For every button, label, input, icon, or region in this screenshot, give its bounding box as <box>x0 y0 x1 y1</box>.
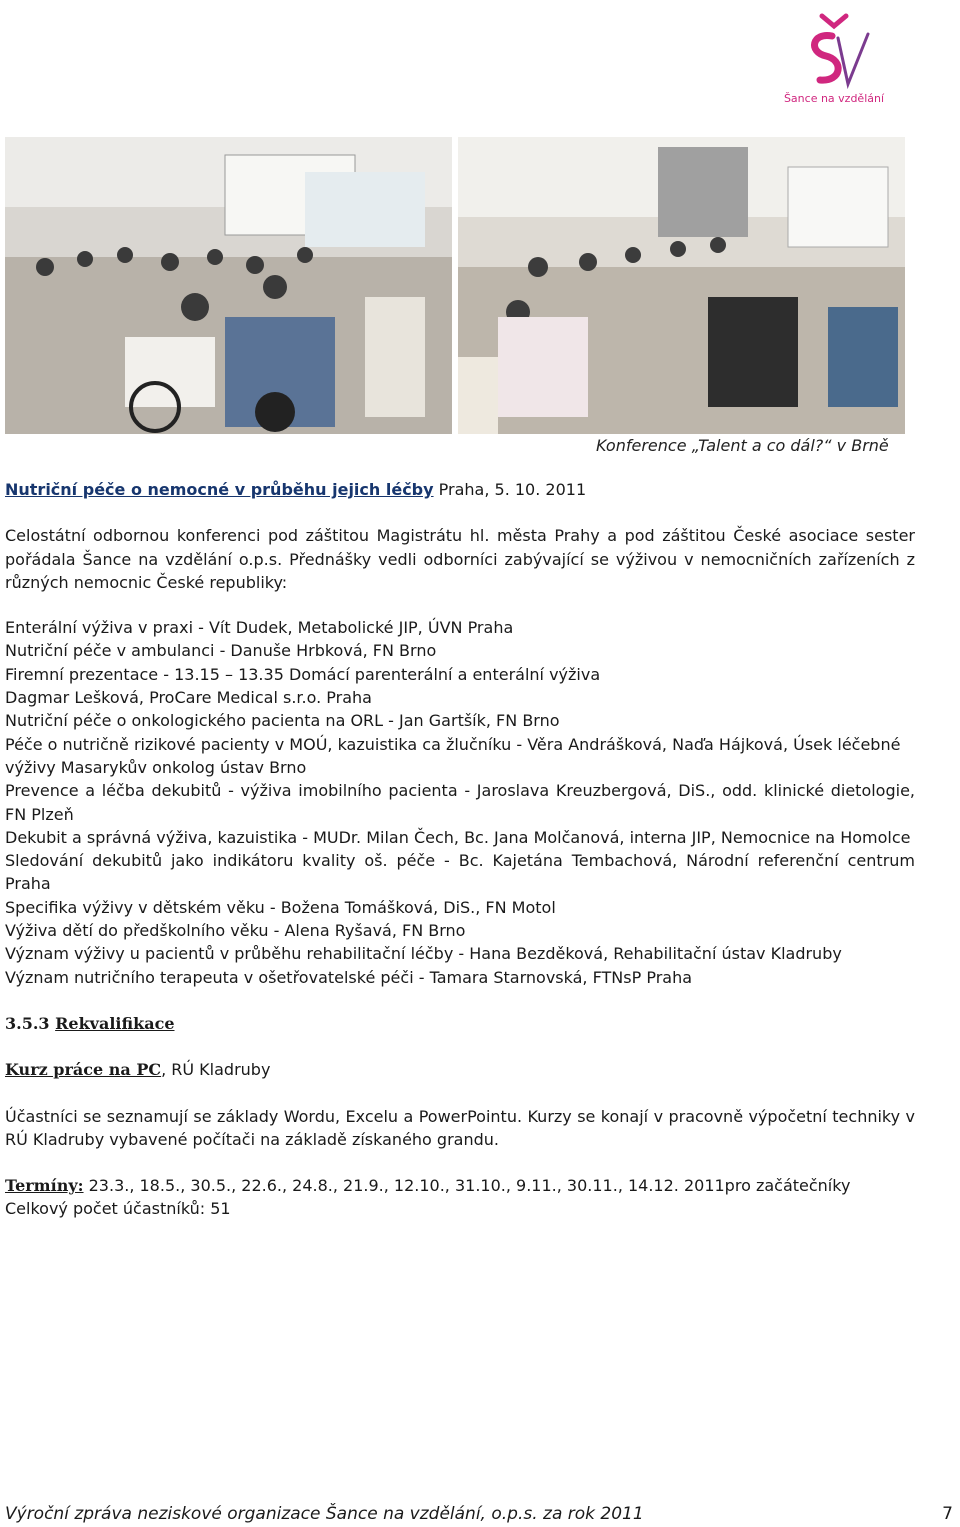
photo-caption: Konference „Talent a co dál?“ v Brně <box>596 436 889 455</box>
course-description: Účastníci se seznamují se základy Wordu, Excelu a PowerPointu. Kurzy se konají v pracovně výpočetní techniky v RÚ Kladruby vybavené počítači na základě získaného grandu. <box>5 1106 915 1149</box>
report-content <box>5 478 915 1221</box>
participants-count: Celkový počet účastníků: 51 <box>5 1199 231 1219</box>
course-place: , RÚ Kladruby <box>161 1060 271 1080</box>
page-number: 7 <box>942 1504 953 1524</box>
section-title: Rekvalifikace <box>55 1013 175 1033</box>
course-heading <box>5 1058 915 1081</box>
lecture-item: Význam nutričního terapeuta v ošetřovatelské péči - Tamara Starnovská, FTNsP Praha <box>5 967 693 987</box>
lecture-item: Nutriční péče o onkologického pacienta na ORL - Jan Gartšík, FN Brno <box>5 711 560 731</box>
lecture-item: Sledování dekubitů jako indikátoru kvality oš. péče - Bc. Kajetána Tembachová, Národní referenční centrum Praha <box>5 851 915 894</box>
lecture-item: Prevence a léčba dekubitů - výživa imobilního pacienta - Jaroslava Kreuzbergová, DiS., odd. klinické dietologie, FN Plzeň <box>5 781 915 824</box>
lecture-item: Péče o nutričně rizikové pacienty v MOÚ, kazuistika ca žlučníku - Věra Andrášková, Naďa Hájková, Úsek léčebné výživy Masarykův onkolog ústav Brno <box>5 734 901 777</box>
course-terms <box>5 1174 915 1197</box>
conference-photo-1 <box>5 137 452 434</box>
lecture-item: Výživa dětí do předškolního věku - Alena Ryšavá, FN Brno <box>5 921 466 941</box>
lecture-item: Firemní prezentace - 13.15 – 13.35 Domácí parenterální a enterální výživa <box>5 664 601 684</box>
lecture-item: Nutriční péče v ambulanci - Danuše Hrbková, FN Brno <box>5 641 437 661</box>
lecture-item: Význam výživy u pacientů v průběhu rehabilitační léčby - Hana Bezděková, Rehabilitační ústav Kladruby <box>5 944 842 964</box>
lecture-item: Enterální výživa v praxi - Vít Dudek, Metabolické JIP, ÚVN Praha <box>5 618 514 638</box>
page-footer <box>5 1504 955 1524</box>
lecture-item: Specifika výživy v dětském věku - Božena Tomášková, DiS., FN Motol <box>5 897 556 917</box>
terms-value: 23.3., 18.5., 30.5., 22.6., 24.8., 21.9., 12.10., 31.10., 9.11., 30.11., 14.12. 2011pro začátečníky <box>83 1176 851 1196</box>
lecture-item: Dekubit a správná výživa, kazuistika - MUDr. Milan Čech, Bc. Jana Molčanová, interna JIP, Nemocnice na Homolce <box>5 827 911 847</box>
conference-date: Praha, 5. 10. 2011 <box>433 480 587 499</box>
intro-paragraph: Celostátní odbornou konferenci pod záštitou Magistrátu hl. města Prahy a pod záštitou České asociace sester pořádala Šance na vzdělání o.p.s. Přednášky vedli odborníci zabývající se výživou v nemocničních zařízeních z různých nemocnic České republiky: <box>5 526 915 592</box>
section-heading <box>5 1012 915 1035</box>
terms-label: Termíny: <box>5 1176 84 1196</box>
conference-heading <box>5 478 915 501</box>
footer-text: Výroční zpráva neziskové organizace Šance na vzdělání, o.p.s. za rok 2011 <box>5 1504 644 1524</box>
logo-text: Šance na vzdělání <box>783 92 885 105</box>
conference-title: Nutriční péče o nemocné v průběhu jejich léčby <box>5 480 434 499</box>
course-title: Kurz práce na PC <box>5 1060 162 1080</box>
conference-photo-2 <box>458 137 905 434</box>
section-number: 3.5.3 <box>5 1013 56 1033</box>
lecture-item: Dagmar Lešková, ProCare Medical s.r.o. Praha <box>5 688 372 708</box>
